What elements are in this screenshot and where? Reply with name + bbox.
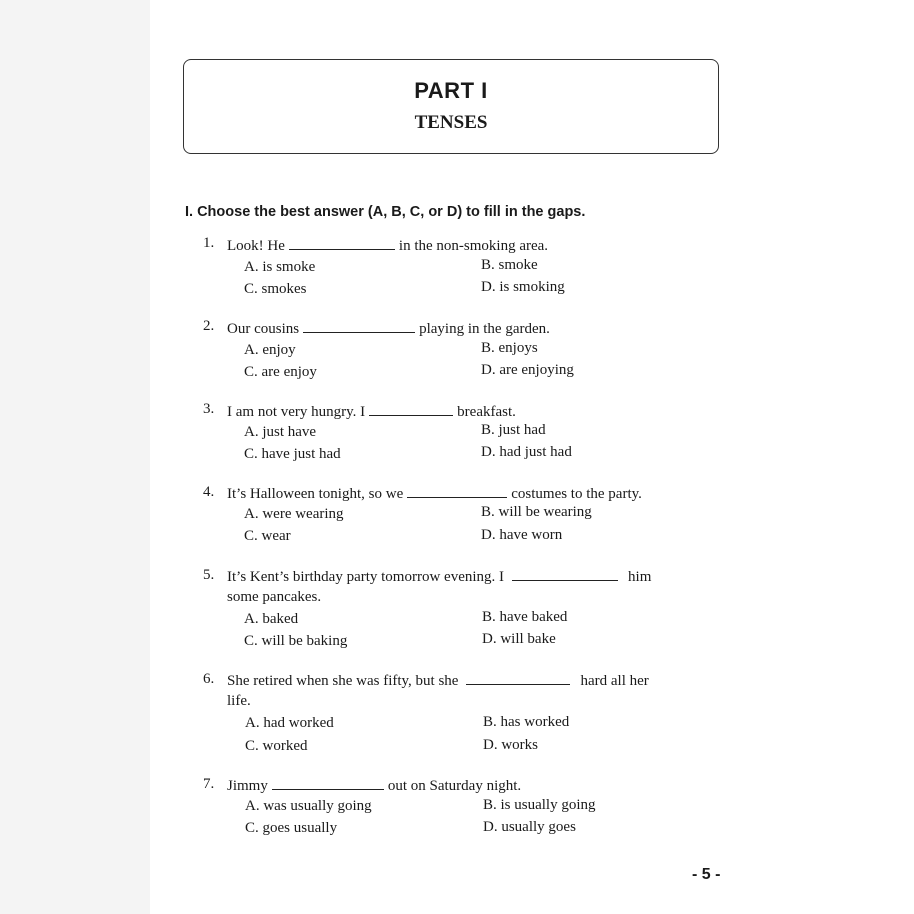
option-a: A. were wearing	[244, 506, 344, 522]
question-number: 4.	[203, 484, 215, 500]
exercise-instruction: I. Choose the best answer (A, B, C, or D) to fill in the gaps.	[185, 204, 586, 220]
option-d: D. have worn	[481, 527, 563, 543]
stem-after: breakfast.	[457, 404, 516, 420]
question-number: 2.	[203, 318, 215, 334]
option-a: A. was usually going	[245, 798, 372, 814]
answer-blank	[369, 401, 453, 416]
question-stem-continuation: life.	[227, 693, 251, 709]
option-d: D. had just had	[481, 444, 572, 460]
page-number: - 5 -	[692, 866, 721, 883]
part-header-box	[183, 59, 719, 154]
stem-after: costumes to the party.	[511, 486, 642, 502]
stem-before: Our cousins	[227, 321, 300, 337]
question-stem	[227, 566, 651, 586]
stem-after: hard all her	[580, 673, 649, 689]
option-c: C. have just had	[244, 446, 341, 462]
option-c: C. worked	[245, 738, 308, 754]
option-b: B. enjoys	[481, 340, 538, 356]
option-b: B. just had	[481, 422, 546, 438]
option-a: A. had worked	[245, 715, 334, 731]
question-stem	[227, 318, 550, 338]
option-d: D. is smoking	[481, 279, 565, 295]
stem-after: out on Saturday night.	[387, 778, 522, 794]
option-b: B. smoke	[481, 257, 538, 273]
option-c: C. smokes	[244, 281, 307, 297]
option-b: B. have baked	[482, 609, 568, 625]
stem-before: Jimmy	[227, 778, 268, 794]
option-a: A. is smoke	[244, 259, 316, 275]
stem-before: She retired when she was fifty, but she	[227, 673, 459, 689]
stem-after: in the non-smoking area.	[398, 238, 549, 254]
option-c: C. are enjoy	[244, 364, 317, 380]
option-a: A. baked	[244, 611, 299, 627]
part-subtitle: TENSES	[414, 112, 488, 133]
option-c: C. will be baking	[244, 633, 348, 649]
question-stem	[227, 401, 516, 421]
part-title: PART I	[414, 78, 488, 103]
answer-blank	[407, 483, 507, 498]
question-number: 7.	[203, 776, 215, 792]
option-b: B. will be wearing	[481, 504, 592, 520]
answer-blank	[512, 566, 618, 581]
question-number: 3.	[203, 401, 215, 417]
answer-blank	[466, 670, 570, 685]
question-number: 5.	[203, 567, 215, 583]
option-b: B. has worked	[483, 714, 570, 730]
stem-after: him	[628, 569, 652, 585]
option-d: D. will bake	[482, 631, 556, 647]
option-a: A. just have	[244, 424, 317, 440]
option-c: C. wear	[244, 528, 291, 544]
question-stem	[227, 670, 649, 690]
stem-before: It’s Kent’s birthday party tomorrow evening. I	[227, 569, 505, 585]
question-number: 6.	[203, 671, 215, 687]
answer-blank	[272, 775, 384, 790]
question-stem-continuation: some pancakes.	[227, 589, 322, 605]
question-stem	[227, 775, 521, 795]
stem-before: I am not very hungry. I	[227, 404, 366, 420]
stem-before: Look! He	[227, 238, 285, 254]
answer-blank	[303, 318, 415, 333]
option-a: A. enjoy	[244, 342, 296, 358]
answer-blank	[289, 235, 395, 250]
option-d: D. usually goes	[483, 819, 576, 835]
question-stem	[227, 235, 548, 255]
option-c: C. goes usually	[245, 820, 338, 836]
option-d: D. works	[483, 737, 538, 753]
stem-after: playing in the garden.	[419, 321, 550, 337]
question-stem	[227, 483, 642, 503]
option-d: D. are enjoying	[481, 362, 574, 378]
option-b: B. is usually going	[483, 797, 596, 813]
stem-before: It’s Halloween tonight, so we	[227, 486, 404, 502]
question-number: 1.	[203, 235, 215, 251]
